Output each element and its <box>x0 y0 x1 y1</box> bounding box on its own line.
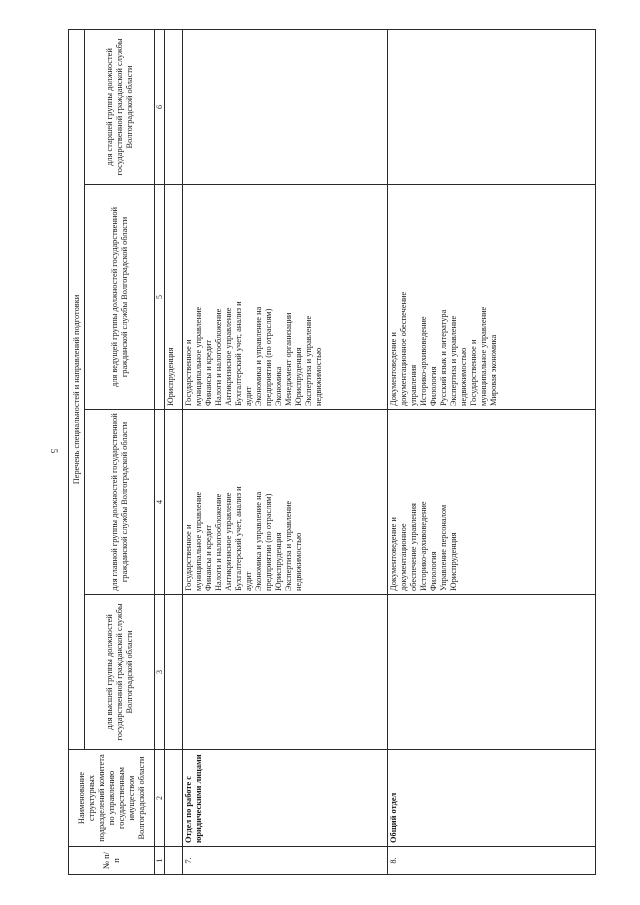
specialty-line: обеспечение управления <box>409 503 418 591</box>
specialty-line: недвижимостью <box>459 347 468 406</box>
specialties-table <box>68 29 596 875</box>
header-specialties-group: Перечень специальностей и направлений подготовки <box>69 29 85 749</box>
column-number: 3 <box>155 595 165 750</box>
header-senior-group: для старшей группы должностей государственной гражданской службы Волгоградской области <box>85 29 155 184</box>
table-row <box>183 29 388 874</box>
document-page <box>68 30 603 875</box>
main-group-specialties <box>183 410 388 595</box>
specialty-line: Экономика и управление на <box>254 491 263 591</box>
specialty-line: Государственное и <box>184 524 193 591</box>
specialty-line: Юриспруденция <box>274 532 283 591</box>
main-group-specialties <box>388 410 596 595</box>
specialty-line: Документоведение и <box>389 332 398 406</box>
column-number: 2 <box>155 750 165 847</box>
specialty-line: Финансы и кредит <box>204 524 213 591</box>
specialty-line: муниципальное управление <box>479 306 488 406</box>
header-main-group: для главной группы должностей государственной гражданской службы Волгоградской области <box>85 410 155 595</box>
column-number: 5 <box>155 185 165 410</box>
specialty-line: муниципальное управление <box>194 491 203 591</box>
specialty-line: Государственное и <box>469 339 478 406</box>
column-number: 4 <box>155 410 165 595</box>
specialty-line: Финансы и кредит <box>204 339 213 406</box>
leading-group-specialties <box>388 185 596 410</box>
specialty-line: Мировая экономика <box>489 334 498 406</box>
leading-extra-cell: Юриспруденция <box>165 185 183 410</box>
specialty-line: Бухгалтерский учет, анализ и <box>234 486 243 591</box>
table-row <box>388 29 596 874</box>
header-department-name: Наименование структурных подразделений комитета по управлению государственным имуществом Волгоградской области <box>69 750 155 847</box>
specialty-line: Филология <box>429 366 438 406</box>
specialty-line: Историко-архивоведение <box>419 316 428 406</box>
specialty-line: Документоведение и <box>389 517 398 591</box>
highest-group-specialties <box>388 595 596 750</box>
specialty-line: Менеджмент организации <box>284 312 293 406</box>
specialty-line: недвижимостью <box>314 347 323 406</box>
column-number: 6 <box>155 29 165 184</box>
specialty-line: аудит <box>244 571 253 591</box>
row-number: 8. <box>388 847 596 875</box>
page-number: 5 <box>49 448 59 454</box>
row-number: 7. <box>183 847 388 875</box>
rotated-table-frame <box>68 30 603 875</box>
specialty-line: Налоги и налогообложение <box>214 308 223 406</box>
empty-cell <box>165 847 183 875</box>
department-name: Общий отдел <box>388 750 596 847</box>
specialty-line: аудит <box>244 386 253 406</box>
empty-cell <box>165 595 183 750</box>
specialty-line: Государственное и <box>184 339 193 406</box>
specialty-line: Антикризисное управление <box>224 307 233 406</box>
senior-group-specialties <box>183 29 388 184</box>
specialty-line: Юриспруденция <box>449 532 458 591</box>
header-number: № п/п <box>69 847 155 875</box>
specialty-line: недвижимостью <box>294 532 303 591</box>
header-leading-group: для ведущей группы должностей государственной гражданской службы Волгоградской области <box>85 185 155 410</box>
header-highest-group: для высшей группы должностей государственной гражданской службы Волгоградской области <box>85 595 155 750</box>
specialty-line: Экономика и управление на <box>254 306 263 406</box>
specialty-line: Управление персоналом <box>439 504 448 591</box>
empty-cell <box>165 29 183 184</box>
empty-cell <box>165 410 183 595</box>
specialty-line: Историко-архивоведение <box>419 501 428 591</box>
specialty-line: Экспертиза и управление <box>449 315 458 406</box>
specialty-line: предприятии (по отраслям) <box>264 493 273 591</box>
leading-group-specialties <box>183 185 388 410</box>
specialty-line: Налоги и налогообложение <box>214 493 223 591</box>
empty-cell <box>165 750 183 847</box>
specialty-line: Филология <box>429 551 438 591</box>
highest-group-specialties <box>183 595 388 750</box>
specialty-line: предприятии (по отраслям) <box>264 308 273 406</box>
specialty-line: муниципальное управление <box>194 306 203 406</box>
specialty-line: Юриспруденция <box>294 347 303 406</box>
column-number: 1 <box>155 847 165 875</box>
specialty-line: Бухгалтерский учет, анализ и <box>234 301 243 406</box>
specialty-line: Русский язык и литература <box>439 309 448 406</box>
specialty-line: Антикризисное управление <box>224 492 233 591</box>
specialty-line: Экспертиза и управление <box>284 500 293 591</box>
specialty-line: документационное <box>399 523 408 591</box>
specialty-line: Экспертиза и управление <box>304 315 313 406</box>
senior-group-specialties <box>388 29 596 184</box>
specialty-line: Экономика <box>274 366 283 406</box>
specialty-line: управления <box>409 364 418 406</box>
specialty-line: документационное обеспечение <box>399 291 408 406</box>
department-name: Отдел по работе с юридическими лицами <box>183 750 388 847</box>
